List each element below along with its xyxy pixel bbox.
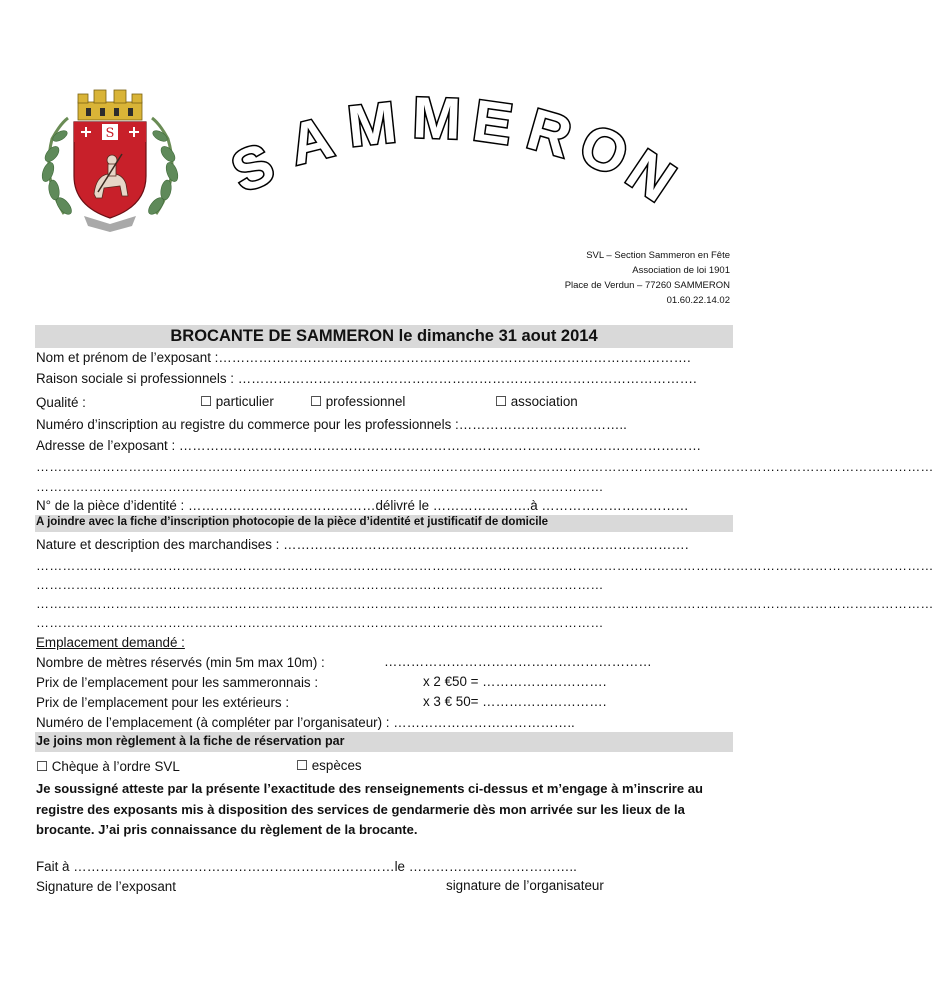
field-nom[interactable]: Nom et prénom de l’exposant :……………………………………………………………………………………………. <box>36 350 691 365</box>
title-letter: R <box>520 96 579 171</box>
field-nature-line[interactable]: …………………………………………………………………………………………………………………………………………………………………………………… <box>36 558 934 573</box>
field-piece-identite[interactable]: N° de la pièce d’identité : ……………………………………délivré le ………………….à …………………………… <box>36 498 689 513</box>
title-letter: A <box>283 104 340 178</box>
svg-text:S: S <box>105 126 115 141</box>
title-letter: M <box>411 85 462 152</box>
title-letter: N <box>615 137 687 215</box>
field-raison-sociale[interactable]: Raison sociale si professionnels : …………………………………………………………………………………………. <box>36 371 697 386</box>
attestation-text: Je soussigné atteste par la présente l’exactitude des renseignements ci-dessus et m’engage à m’inscrire au registre des exposants mis à disposition des services de gendarmerie dès mon arrivée sur les lieux de la brocante. J’ai pris connaissance du règlement de la brocante. <box>36 781 703 837</box>
checkbox-association[interactable]: ☐ association <box>495 394 578 409</box>
field-nature-line[interactable]: ………………………………………………………………………………………………………………… <box>36 577 604 592</box>
signature-organisateur-label: signature de l’organisateur <box>446 878 604 893</box>
org-line: Association de loi 1901 <box>632 265 730 276</box>
field-adresse-line[interactable]: …………………………………………………………………………………………………………………………………………………………………………………… <box>36 459 934 474</box>
emplacement-title: Emplacement demandé : <box>36 635 185 650</box>
metres-label: Nombre de mètres réservés (min 5m max 10m) : <box>36 655 325 670</box>
field-nature-line[interactable]: …………………………………………………………………………………………………………………………………………………………………………………… <box>36 596 934 611</box>
org-line: 01.60.22.14.02 <box>666 295 730 306</box>
qualite-label: Qualité : <box>36 395 86 410</box>
field-adresse-line[interactable]: ………………………………………………………………………………………………………………… <box>36 479 604 494</box>
prix-sammeronnais-label: Prix de l’emplacement pour les sammeronnais : <box>36 675 319 690</box>
org-line: SVL – Section Sammeron en Fête <box>586 250 730 261</box>
organisation-block <box>565 248 730 308</box>
checkbox-particulier[interactable]: ☐ particulier <box>200 394 274 409</box>
field-nature-line[interactable]: ………………………………………………………………………………………………………………… <box>36 615 604 630</box>
title-letter: E <box>469 87 517 158</box>
field-nature[interactable]: Nature et description des marchandises : ………………………………………………………………………………. <box>36 537 689 552</box>
org-line: Place de Verdun – 77260 SAMMERON <box>564 280 730 291</box>
field-metres[interactable]: …………………………………………………… <box>384 654 652 669</box>
title-letter: M <box>344 89 400 160</box>
field-prix-sammeronnais[interactable]: x 2 €50 = ………………………. <box>423 674 607 689</box>
checkbox-especes[interactable]: ☐ espèces <box>296 758 362 773</box>
notice-joindre: A joindre avec la fiche d’inscription photocopie de la pièce d’identité et justificatif de domicile <box>36 516 549 528</box>
checkbox-cheque[interactable]: ☐ Chèque à l’ordre SVL <box>36 759 180 774</box>
form-heading: BROCANTE DE SAMMERON le dimanche 31 aout 2014 <box>170 327 598 345</box>
title-letter: O <box>570 111 638 190</box>
coat-of-arms-icon <box>34 84 186 232</box>
page-title <box>222 85 687 215</box>
field-prix-exterieurs[interactable]: x 3 € 50= ………………………. <box>423 694 607 709</box>
title-letter: S <box>222 130 283 206</box>
field-numero-emplacement[interactable]: Numéro de l’emplacement (à compléter par l’organisateur) : ………………………………….. <box>36 715 575 730</box>
field-fait-a[interactable]: Fait à ………………………………………………………………le ……………………………….. <box>36 859 577 874</box>
signature-exposant-label: Signature de l’exposant <box>36 879 176 894</box>
field-adresse[interactable]: Adresse de l’exposant : ……………………………………………………………………………………………………… <box>36 438 702 453</box>
field-numero-registre[interactable]: Numéro d’inscription au registre du commerce pour les professionnels :……………………………….. <box>36 417 627 432</box>
checkbox-professionnel[interactable]: ☐ professionnel <box>310 394 406 409</box>
prix-exterieurs-label: Prix de l’emplacement pour les extérieurs : <box>36 695 290 710</box>
reglement-title: Je joins mon règlement à la fiche de réservation par <box>36 734 345 748</box>
